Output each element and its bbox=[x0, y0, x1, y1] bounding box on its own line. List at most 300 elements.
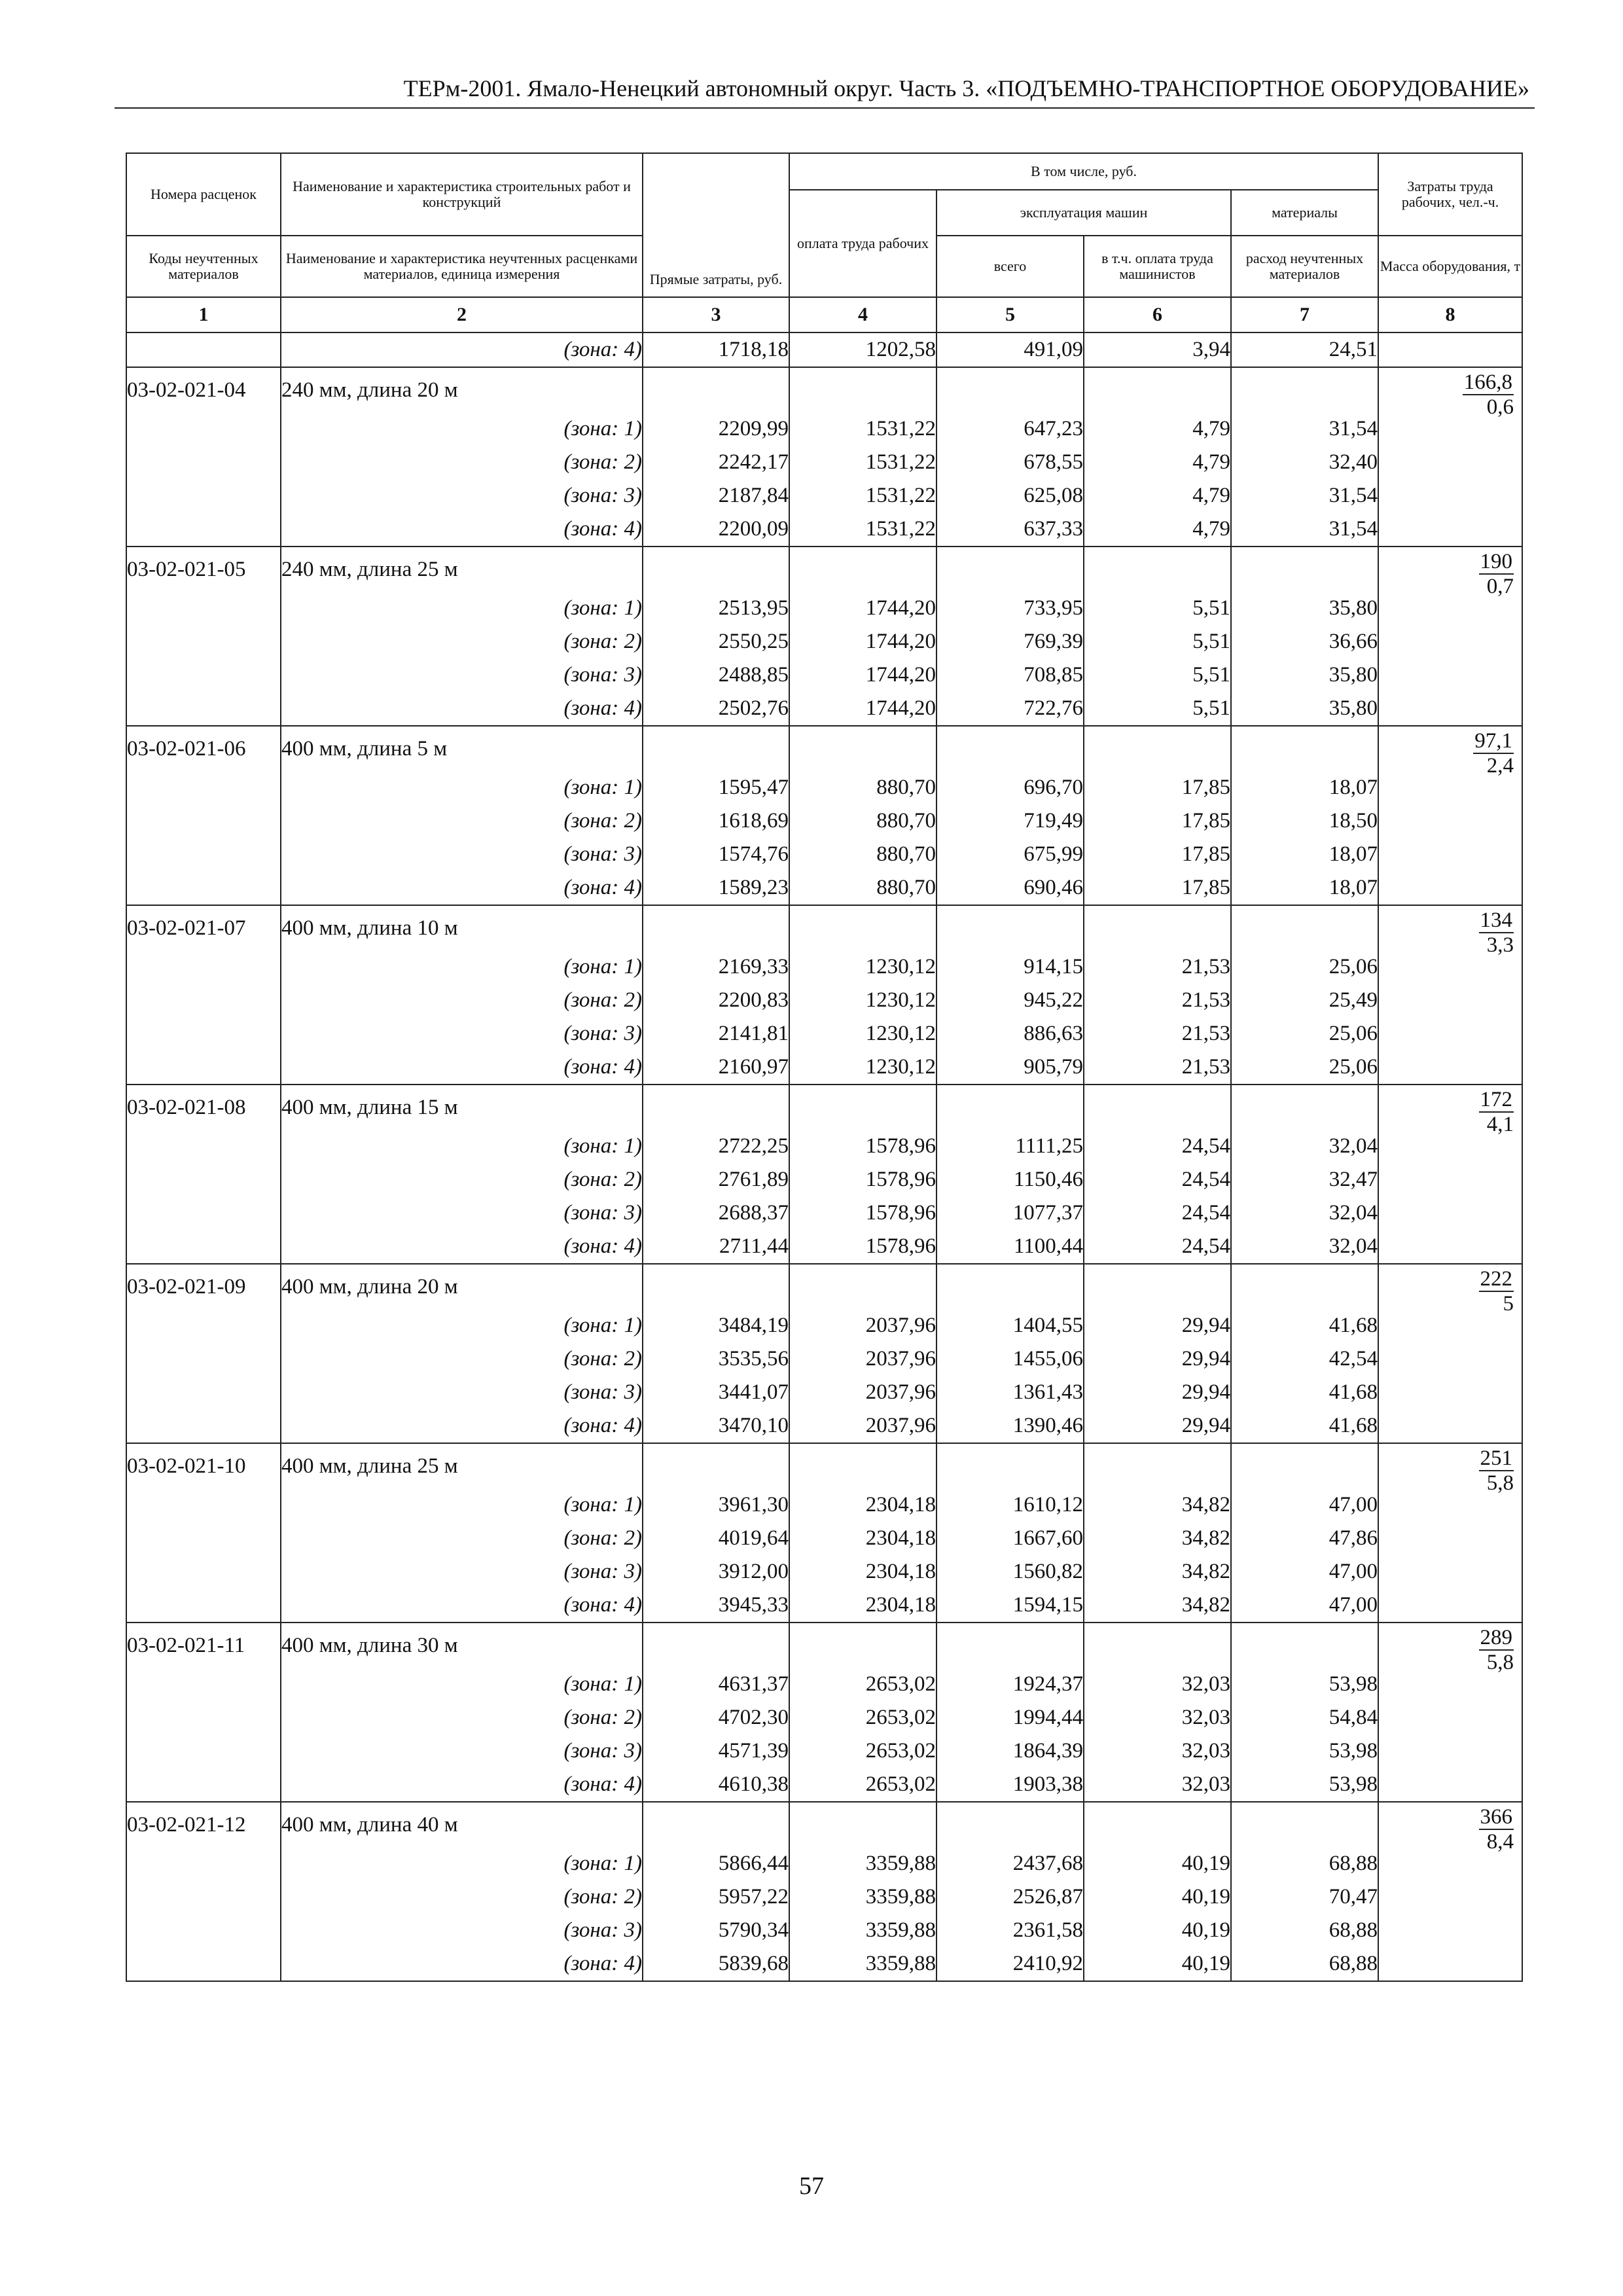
labor-mass-fraction bbox=[1463, 370, 1514, 419]
labor-pay-cell: 1744,20 bbox=[789, 658, 936, 692]
equipment-mass: 0,7 bbox=[1486, 575, 1514, 598]
machines-total-cell: 675,99 bbox=[936, 838, 1084, 871]
labor-pay-header: оплата труда рабочих bbox=[789, 190, 936, 297]
labor-pay-cell: 2037,96 bbox=[789, 1376, 936, 1409]
equipment-mass: 5 bbox=[1503, 1292, 1514, 1316]
direct-cost-cell: 2200,09 bbox=[643, 512, 789, 547]
col-number: 2 bbox=[281, 297, 643, 332]
table-row bbox=[126, 1555, 1522, 1588]
zone-label: (зона: 3) bbox=[281, 1017, 643, 1050]
table-row bbox=[126, 1488, 1522, 1522]
direct-cost-cell: 2761,89 bbox=[643, 1163, 789, 1196]
machines-header: эксплуатация машин bbox=[936, 190, 1231, 236]
labor-mass-fraction bbox=[1479, 1088, 1514, 1136]
rate-group-row bbox=[126, 1802, 1522, 1847]
work-title: 240 мм, длина 20 м bbox=[281, 367, 643, 412]
machines-pay-cell: 17,85 bbox=[1084, 771, 1231, 804]
col-number: 1 bbox=[126, 297, 281, 332]
zone-label: (зона: 2) bbox=[281, 1522, 643, 1555]
table-row bbox=[126, 1230, 1522, 1264]
machines-total-cell: 637,33 bbox=[936, 512, 1084, 547]
machines-pay-cell: 32,03 bbox=[1084, 1668, 1231, 1701]
equipment-mass: 5,8 bbox=[1486, 1471, 1514, 1495]
labor-mass-fraction bbox=[1473, 729, 1514, 778]
labor-pay-cell: 880,70 bbox=[789, 771, 936, 804]
zone-label: (зона: 1) bbox=[281, 1847, 643, 1880]
equipment-mass: 8,4 bbox=[1486, 1830, 1514, 1854]
machines-pay-cell: 17,85 bbox=[1084, 804, 1231, 838]
work-title: 400 мм, длина 25 м bbox=[281, 1443, 643, 1488]
labor-pay-cell: 1578,96 bbox=[789, 1196, 936, 1230]
machines-total-cell: 1404,55 bbox=[936, 1309, 1084, 1342]
table-row bbox=[126, 1196, 1522, 1230]
direct-cost-cell: 4610,38 bbox=[643, 1768, 789, 1802]
col-number: 7 bbox=[1231, 297, 1378, 332]
zone-label: (зона: 1) bbox=[281, 1668, 643, 1701]
including-header: В том числе, руб. bbox=[789, 153, 1378, 190]
machines-pay-cell: 40,19 bbox=[1084, 1880, 1231, 1914]
zone-label: (зона: 4) bbox=[281, 1409, 643, 1443]
machines-pay-cell: 21,53 bbox=[1084, 950, 1231, 984]
labor-pay-cell: 1202,58 bbox=[789, 332, 936, 367]
machines-total-cell: 1903,38 bbox=[936, 1768, 1084, 1802]
materials-cell: 18,07 bbox=[1231, 838, 1378, 871]
labor-pay-cell: 1531,22 bbox=[789, 479, 936, 512]
rate-group-row bbox=[126, 1443, 1522, 1488]
direct-cost-cell: 2160,97 bbox=[643, 1050, 789, 1085]
materials-cell: 25,49 bbox=[1231, 984, 1378, 1017]
direct-cost-cell: 5790,34 bbox=[643, 1914, 789, 1947]
machines-total-cell: 1924,37 bbox=[936, 1668, 1084, 1701]
zone-label: (зона: 3) bbox=[281, 1734, 643, 1768]
labor-pay-cell: 2304,18 bbox=[789, 1555, 936, 1588]
machines-pay-cell: 17,85 bbox=[1084, 838, 1231, 871]
machines-total-cell: 1100,44 bbox=[936, 1230, 1084, 1264]
labor-hours: 251 bbox=[1480, 1446, 1513, 1470]
header-title: ТЕРм-2001. Ямало-Ненецкий автономный округ. Часть 3. «ПОДЪЕМНО-ТРАНСПОРТНОЕ ОБОРУДОВАНИЕ» bbox=[403, 75, 1529, 101]
direct-cost-cell: 1595,47 bbox=[643, 771, 789, 804]
direct-cost-cell: 2242,17 bbox=[643, 446, 789, 479]
labor-hours: 190 bbox=[1480, 550, 1513, 573]
machines-total-cell: 625,08 bbox=[936, 479, 1084, 512]
direct-cost-cell: 3441,07 bbox=[643, 1376, 789, 1409]
materials-cell: 68,88 bbox=[1231, 1947, 1378, 1981]
machines-total-cell: 1390,46 bbox=[936, 1409, 1084, 1443]
rate-code: 03-02-021-04 bbox=[126, 367, 281, 412]
col8-top-header: Затраты труда рабочих, чел.-ч. bbox=[1378, 153, 1522, 236]
labor-pay-cell: 2304,18 bbox=[789, 1488, 936, 1522]
labor-pay-cell: 1531,22 bbox=[789, 512, 936, 547]
machines-pay-cell: 5,51 bbox=[1084, 692, 1231, 726]
table-row bbox=[126, 412, 1522, 446]
materials-usage-header: расход неучтенных материалов bbox=[1231, 236, 1378, 297]
labor-hours: 222 bbox=[1480, 1267, 1513, 1291]
zone-label: (зона: 2) bbox=[281, 1163, 643, 1196]
labor-mass-cell bbox=[1378, 726, 1522, 778]
rate-group-row bbox=[126, 547, 1522, 592]
table-row bbox=[126, 479, 1522, 512]
col-number: 6 bbox=[1084, 297, 1231, 332]
machines-pay-cell: 29,94 bbox=[1084, 1376, 1231, 1409]
rate-code: 03-02-021-10 bbox=[126, 1443, 281, 1488]
materials-cell: 35,80 bbox=[1231, 592, 1378, 625]
work-title: 400 мм, длина 10 м bbox=[281, 905, 643, 950]
machines-total-cell: 886,63 bbox=[936, 1017, 1084, 1050]
table-row bbox=[126, 512, 1522, 547]
labor-pay-cell: 1230,12 bbox=[789, 984, 936, 1017]
table-row bbox=[126, 838, 1522, 871]
table-row bbox=[126, 1342, 1522, 1376]
labor-hours: 97,1 bbox=[1474, 729, 1513, 753]
table-row bbox=[126, 1309, 1522, 1342]
labor-hours: 366 bbox=[1480, 1805, 1513, 1829]
machines-total-header: всего bbox=[936, 236, 1084, 297]
labor-mass-cell bbox=[1378, 905, 1522, 957]
direct-cost-cell: 2513,95 bbox=[643, 592, 789, 625]
labor-pay-cell: 2304,18 bbox=[789, 1588, 936, 1623]
machines-pay-cell: 40,19 bbox=[1084, 1947, 1231, 1981]
materials-cell: 32,47 bbox=[1231, 1163, 1378, 1196]
zone-label: (зона: 3) bbox=[281, 479, 643, 512]
materials-cell: 68,88 bbox=[1231, 1914, 1378, 1947]
zone-label: (зона: 4) bbox=[281, 871, 643, 905]
machines-total-cell: 2361,58 bbox=[936, 1914, 1084, 1947]
direct-cost-cell: 3484,19 bbox=[643, 1309, 789, 1342]
materials-cell: 25,06 bbox=[1231, 950, 1378, 984]
direct-cost-cell: 2169,33 bbox=[643, 950, 789, 984]
materials-cell: 32,04 bbox=[1231, 1196, 1378, 1230]
direct-cost-cell: 1574,76 bbox=[643, 838, 789, 871]
table-row bbox=[126, 446, 1522, 479]
machines-pay-cell: 29,94 bbox=[1084, 1342, 1231, 1376]
labor-hours: 289 bbox=[1480, 1626, 1513, 1649]
materials-cell: 47,00 bbox=[1231, 1488, 1378, 1522]
labor-pay-cell: 880,70 bbox=[789, 871, 936, 905]
machines-pay-cell: 34,82 bbox=[1084, 1522, 1231, 1555]
table-row bbox=[126, 1130, 1522, 1163]
table-row bbox=[126, 658, 1522, 692]
materials-cell: 35,80 bbox=[1231, 658, 1378, 692]
work-title: 400 мм, длина 5 м bbox=[281, 726, 643, 771]
zone-label: (зона: 4) bbox=[281, 1588, 643, 1623]
table-row bbox=[126, 332, 1522, 367]
table-row bbox=[126, 771, 1522, 804]
labor-pay-cell: 3359,88 bbox=[789, 1914, 936, 1947]
labor-pay-cell: 3359,88 bbox=[789, 1847, 936, 1880]
equipment-mass: 0,6 bbox=[1486, 395, 1514, 419]
labor-hours: 166,8 bbox=[1463, 370, 1513, 394]
rate-code: 03-02-021-07 bbox=[126, 905, 281, 950]
materials-cell: 36,66 bbox=[1231, 625, 1378, 658]
zone-label: (зона: 1) bbox=[281, 950, 643, 984]
machines-pay-cell: 21,53 bbox=[1084, 1050, 1231, 1085]
machines-pay-cell: 40,19 bbox=[1084, 1847, 1231, 1880]
col1-top-header: Номера расценок bbox=[126, 153, 281, 236]
table-row bbox=[126, 1376, 1522, 1409]
direct-cost-cell: 4631,37 bbox=[643, 1668, 789, 1701]
materials-cell: 54,84 bbox=[1231, 1701, 1378, 1734]
table-body bbox=[126, 332, 1522, 1981]
materials-cell: 68,88 bbox=[1231, 1847, 1378, 1880]
materials-cell: 42,54 bbox=[1231, 1342, 1378, 1376]
direct-cost-cell: 5839,68 bbox=[643, 1947, 789, 1981]
materials-cell: 35,80 bbox=[1231, 692, 1378, 726]
labor-pay-cell: 1230,12 bbox=[789, 1050, 936, 1085]
direct-cost-cell: 3945,33 bbox=[643, 1588, 789, 1623]
direct-cost-cell: 3535,56 bbox=[643, 1342, 789, 1376]
labor-pay-cell: 1578,96 bbox=[789, 1163, 936, 1196]
zone-label: (зона: 1) bbox=[281, 1309, 643, 1342]
machines-pay-cell: 34,82 bbox=[1084, 1588, 1231, 1623]
machines-pay-cell: 4,79 bbox=[1084, 479, 1231, 512]
direct-cost-cell: 2488,85 bbox=[643, 658, 789, 692]
materials-cell: 53,98 bbox=[1231, 1768, 1378, 1802]
machines-total-cell: 2410,92 bbox=[936, 1947, 1084, 1981]
labor-pay-cell: 2653,02 bbox=[789, 1734, 936, 1768]
materials-cell: 47,00 bbox=[1231, 1555, 1378, 1588]
labor-pay-cell: 2653,02 bbox=[789, 1701, 936, 1734]
rate-group-row bbox=[126, 726, 1522, 771]
materials-cell: 25,06 bbox=[1231, 1017, 1378, 1050]
direct-cost-cell: 3470,10 bbox=[643, 1409, 789, 1443]
work-title: 240 мм, длина 25 м bbox=[281, 547, 643, 592]
machines-pay-cell: 34,82 bbox=[1084, 1488, 1231, 1522]
rate-code: 03-02-021-09 bbox=[126, 1264, 281, 1309]
zone-label: (зона: 2) bbox=[281, 984, 643, 1017]
zone-label: (зона: 2) bbox=[281, 625, 643, 658]
table-row bbox=[126, 1050, 1522, 1085]
machines-pay-cell: 3,94 bbox=[1084, 332, 1231, 367]
work-title: 400 мм, длина 20 м bbox=[281, 1264, 643, 1309]
table-row bbox=[126, 592, 1522, 625]
zone-label: (зона: 1) bbox=[281, 1130, 643, 1163]
machines-total-cell: 1111,25 bbox=[936, 1130, 1084, 1163]
direct-cost-cell: 2502,76 bbox=[643, 692, 789, 726]
rate-group-row bbox=[126, 367, 1522, 412]
machines-total-cell: 1150,46 bbox=[936, 1163, 1084, 1196]
col-number: 5 bbox=[936, 297, 1084, 332]
direct-cost-cell: 2141,81 bbox=[643, 1017, 789, 1050]
col-number: 8 bbox=[1378, 297, 1522, 332]
running-header bbox=[115, 71, 1535, 109]
labor-mass-cell bbox=[1378, 1802, 1522, 1854]
table-row bbox=[126, 1880, 1522, 1914]
col2-bottom-header: Наименование и характеристика неучтенных расценками материалов, единица измерения bbox=[281, 236, 643, 297]
rate-code: 03-02-021-06 bbox=[126, 726, 281, 771]
rate-group-row bbox=[126, 1264, 1522, 1309]
machines-total-cell: 2437,68 bbox=[936, 1847, 1084, 1880]
price-table bbox=[126, 152, 1523, 1982]
labor-pay-cell: 2037,96 bbox=[789, 1309, 936, 1342]
materials-cell: 18,07 bbox=[1231, 871, 1378, 905]
labor-mass-fraction bbox=[1479, 908, 1514, 957]
materials-header: материалы bbox=[1231, 190, 1378, 236]
machines-total-cell: 905,79 bbox=[936, 1050, 1084, 1085]
table-row bbox=[126, 871, 1522, 905]
labor-mass-fraction bbox=[1479, 1805, 1514, 1854]
direct-cost-cell: 3912,00 bbox=[643, 1555, 789, 1588]
labor-hours: 172 bbox=[1480, 1088, 1513, 1111]
table-row bbox=[126, 1522, 1522, 1555]
machines-pay-cell: 21,53 bbox=[1084, 1017, 1231, 1050]
machines-total-cell: 696,70 bbox=[936, 771, 1084, 804]
labor-mass-cell bbox=[1378, 1623, 1522, 1674]
direct-cost-cell: 4702,30 bbox=[643, 1701, 789, 1734]
labor-pay-cell: 880,70 bbox=[789, 804, 936, 838]
materials-cell: 41,68 bbox=[1231, 1376, 1378, 1409]
machines-pay-cell: 21,53 bbox=[1084, 984, 1231, 1017]
machines-total-cell: 2526,87 bbox=[936, 1880, 1084, 1914]
machines-pay-cell: 29,94 bbox=[1084, 1409, 1231, 1443]
machines-total-cell: 647,23 bbox=[936, 412, 1084, 446]
zone-label: (зона: 4) bbox=[281, 1050, 643, 1085]
col-number: 4 bbox=[789, 297, 936, 332]
materials-cell: 31,54 bbox=[1231, 412, 1378, 446]
materials-cell: 41,68 bbox=[1231, 1309, 1378, 1342]
machines-total-cell: 690,46 bbox=[936, 871, 1084, 905]
labor-pay-cell: 2304,18 bbox=[789, 1522, 936, 1555]
table-row bbox=[126, 1847, 1522, 1880]
labor-pay-cell: 2037,96 bbox=[789, 1409, 936, 1443]
machines-total-cell: 719,49 bbox=[936, 804, 1084, 838]
machines-total-cell: 1667,60 bbox=[936, 1522, 1084, 1555]
machines-total-cell: 1560,82 bbox=[936, 1555, 1084, 1588]
machines-pay-cell: 24,54 bbox=[1084, 1196, 1231, 1230]
zone-label: (зона: 3) bbox=[281, 1196, 643, 1230]
materials-cell: 18,50 bbox=[1231, 804, 1378, 838]
machines-pay-cell: 32,03 bbox=[1084, 1768, 1231, 1802]
equipment-mass: 4,1 bbox=[1486, 1113, 1514, 1136]
zone-label: (зона: 1) bbox=[281, 412, 643, 446]
direct-cost-cell: 5866,44 bbox=[643, 1847, 789, 1880]
direct-cost-cell: 2711,44 bbox=[643, 1230, 789, 1264]
col1-bottom-header: Коды неучтенных материалов bbox=[126, 236, 281, 297]
table-header bbox=[126, 153, 1522, 332]
labor-pay-cell: 1230,12 bbox=[789, 950, 936, 984]
rate-code: 03-02-021-12 bbox=[126, 1802, 281, 1847]
materials-cell: 32,40 bbox=[1231, 446, 1378, 479]
zone-label: (зона: 1) bbox=[281, 1488, 643, 1522]
materials-cell: 41,68 bbox=[1231, 1409, 1378, 1443]
zone-label: (зона: 2) bbox=[281, 446, 643, 479]
zone-label: (зона: 4) bbox=[281, 1947, 643, 1981]
zone-label: (зона: 2) bbox=[281, 1342, 643, 1376]
equipment-mass: 3,3 bbox=[1486, 933, 1514, 957]
zone-label: (зона: 4) bbox=[281, 1768, 643, 1802]
labor-mass-fraction bbox=[1479, 550, 1514, 598]
machines-pay-cell: 32,03 bbox=[1084, 1701, 1231, 1734]
machines-total-cell: 1077,37 bbox=[936, 1196, 1084, 1230]
materials-cell: 53,98 bbox=[1231, 1668, 1378, 1701]
labor-pay-cell: 880,70 bbox=[789, 838, 936, 871]
machines-total-cell: 1864,39 bbox=[936, 1734, 1084, 1768]
labor-mass-fraction bbox=[1479, 1446, 1514, 1495]
table-row bbox=[126, 950, 1522, 984]
labor-pay-cell: 1744,20 bbox=[789, 625, 936, 658]
materials-cell: 18,07 bbox=[1231, 771, 1378, 804]
materials-cell: 32,04 bbox=[1231, 1230, 1378, 1264]
zone-label: (зона: 4) bbox=[281, 692, 643, 726]
zone-label: (зона: 2) bbox=[281, 804, 643, 838]
equipment-mass: 2,4 bbox=[1486, 754, 1514, 778]
rate-code: 03-02-021-05 bbox=[126, 547, 281, 592]
table-row bbox=[126, 1701, 1522, 1734]
col8-bottom-header: Масса оборудования, т bbox=[1378, 236, 1522, 297]
direct-cost-cell: 2722,25 bbox=[643, 1130, 789, 1163]
table-row bbox=[126, 1768, 1522, 1802]
rate-group-row bbox=[126, 905, 1522, 950]
machines-pay-cell: 34,82 bbox=[1084, 1555, 1231, 1588]
labor-pay-cell: 1744,20 bbox=[789, 592, 936, 625]
equipment-mass: 5,8 bbox=[1486, 1651, 1514, 1674]
direct-cost-cell: 5957,22 bbox=[643, 1880, 789, 1914]
direct-cost-cell: 2688,37 bbox=[643, 1196, 789, 1230]
machines-total-cell: 945,22 bbox=[936, 984, 1084, 1017]
machines-pay-cell: 24,54 bbox=[1084, 1230, 1231, 1264]
materials-cell: 53,98 bbox=[1231, 1734, 1378, 1768]
zone-label: (зона: 2) bbox=[281, 1701, 643, 1734]
machines-total-cell: 708,85 bbox=[936, 658, 1084, 692]
direct-cost-cell: 1618,69 bbox=[643, 804, 789, 838]
machines-total-cell: 491,09 bbox=[936, 332, 1084, 367]
labor-mass-cell bbox=[1378, 367, 1522, 419]
table-row bbox=[126, 1734, 1522, 1768]
machines-pay-cell: 32,03 bbox=[1084, 1734, 1231, 1768]
labor-mass-fraction bbox=[1479, 1626, 1514, 1674]
labor-pay-cell: 3359,88 bbox=[789, 1947, 936, 1981]
labor-mass-fraction bbox=[1479, 1267, 1514, 1316]
machines-total-cell: 722,76 bbox=[936, 692, 1084, 726]
table-row bbox=[126, 1947, 1522, 1981]
table-row bbox=[126, 804, 1522, 838]
machines-total-cell: 914,15 bbox=[936, 950, 1084, 984]
labor-mass-cell bbox=[1378, 1085, 1522, 1136]
direct-cost-cell: 2550,25 bbox=[643, 625, 789, 658]
zone-label: (зона: 3) bbox=[281, 1555, 643, 1588]
labor-mass-cell bbox=[1378, 1443, 1522, 1495]
machines-total-cell: 1994,44 bbox=[936, 1701, 1084, 1734]
zone-label: (зона: 3) bbox=[281, 838, 643, 871]
rate-code: 03-02-021-11 bbox=[126, 1623, 281, 1668]
labor-hours: 134 bbox=[1480, 908, 1513, 932]
labor-pay-cell: 2653,02 bbox=[789, 1668, 936, 1701]
col-number: 3 bbox=[643, 297, 789, 332]
machines-pay-cell: 4,79 bbox=[1084, 512, 1231, 547]
labor-pay-cell: 2037,96 bbox=[789, 1342, 936, 1376]
work-title: 400 мм, длина 40 м bbox=[281, 1802, 643, 1847]
table-row bbox=[126, 1163, 1522, 1196]
zone-label: (зона: 4) bbox=[281, 1230, 643, 1264]
table-row bbox=[126, 1588, 1522, 1623]
materials-cell: 31,54 bbox=[1231, 512, 1378, 547]
machines-pay-header: в т.ч. оплата труда машинистов bbox=[1084, 236, 1231, 297]
machines-pay-cell: 29,94 bbox=[1084, 1309, 1231, 1342]
machines-pay-cell: 40,19 bbox=[1084, 1914, 1231, 1947]
table-row bbox=[126, 1409, 1522, 1443]
machines-pay-cell: 24,54 bbox=[1084, 1130, 1231, 1163]
machines-total-cell: 733,95 bbox=[936, 592, 1084, 625]
page-number: 57 bbox=[799, 2172, 824, 2200]
rate-group-row bbox=[126, 1623, 1522, 1668]
rate-group-row bbox=[126, 1085, 1522, 1130]
direct-cost-cell: 2187,84 bbox=[643, 479, 789, 512]
machines-total-cell: 1361,43 bbox=[936, 1376, 1084, 1409]
direct-cost-cell: 4019,64 bbox=[643, 1522, 789, 1555]
materials-cell: 47,00 bbox=[1231, 1588, 1378, 1623]
machines-pay-cell: 24,54 bbox=[1084, 1163, 1231, 1196]
materials-cell: 70,47 bbox=[1231, 1880, 1378, 1914]
table-row bbox=[126, 692, 1522, 726]
